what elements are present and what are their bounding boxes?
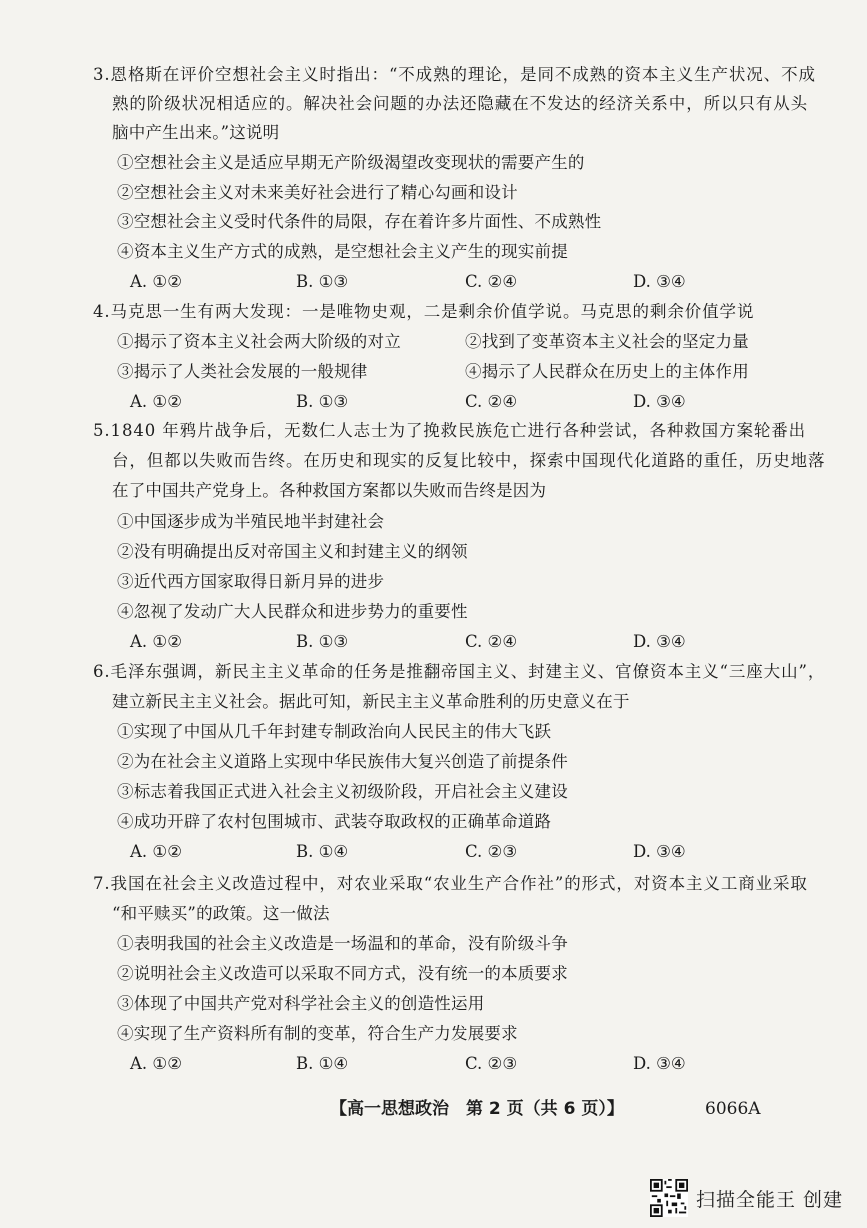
question-5-stem-line-3: 在了中国共产党身上。各种救国方案都以失败而告终是因为	[112, 481, 547, 500]
question-7-option-a: A. ①②	[130, 1054, 182, 1073]
question-3-option-b: B. ①③	[296, 272, 349, 291]
question-7-statement-2: ②说明社会主义改造可以采取不同方式，没有统一的本质要求	[117, 964, 568, 983]
question-3-stem-line-3: 脑中产生出来。”这说明	[112, 123, 280, 142]
question-5-statement-1: ①中国逐步成为半殖民地半封建社会	[117, 512, 385, 531]
question-4-option-d: D. ③④	[633, 392, 686, 411]
question-6-option-d: D. ③④	[633, 842, 686, 861]
question-7-stem-line-1: 7.我国在社会主义改造过程中，对农业采取“农业生产合作社”的形式，对资本主义工商业采取	[93, 874, 808, 893]
question-4-stem-line-1: 4.马克思一生有两大发现：一是唯物史观，二是剩余价值学说。马克思的剩余价值学说	[93, 302, 755, 321]
question-3-option-d: D. ③④	[633, 272, 686, 291]
question-7-option-b: B. ①④	[296, 1054, 349, 1073]
question-7-option-c: C. ②③	[465, 1054, 518, 1073]
question-7-option-d: D. ③④	[633, 1054, 686, 1073]
question-5-statement-3: ③近代西方国家取得日新月异的进步	[117, 572, 385, 591]
exam-code: 6066A	[705, 1099, 761, 1119]
question-5-stem-line-2: 台，但都以失败而告终。在历史和现实的反复比较中，探索中国现代化道路的重任，历史地落	[112, 451, 826, 470]
question-3-statement-1: ①空想社会主义是适应早期无产阶级渴望改变现状的需要产生的	[117, 153, 585, 172]
scanner-brand-text: 扫描全能王 创建	[696, 1188, 844, 1211]
question-5-option-a: A. ①②	[130, 632, 182, 651]
question-6-statement-3: ③标志着我国正式进入社会主义初级阶段，开启社会主义建设	[117, 782, 568, 801]
question-4-statement-2: ②找到了变革资本主义社会的坚定力量	[465, 332, 749, 351]
question-6-option-b: B. ①④	[296, 842, 349, 861]
question-5-statement-4: ④忽视了发动广大人民群众和进步势力的重要性	[117, 602, 468, 621]
qr-code-icon	[650, 1179, 688, 1217]
question-4-statement-4: ④揭示了人民群众在历史上的主体作用	[465, 362, 749, 381]
question-4-option-b: B. ①③	[296, 392, 349, 411]
question-6-option-a: A. ①②	[130, 842, 182, 861]
question-5-option-d: D. ③④	[633, 632, 686, 651]
question-5-stem-line-1: 5.1840 年鸦片战争后，无数仁人志士为了挽救民族危亡进行各种尝试，各种救国方案轮番出	[93, 421, 807, 440]
question-6-stem-line-1: 6.毛泽东强调，新民主主义革命的任务是推翻帝国主义、封建主义、官僚资本主义“三座大山”，	[93, 662, 826, 681]
question-6-stem-line-2: 建立新民主主义社会。据此可知，新民主主义革命胜利的历史意义在于	[112, 692, 630, 711]
question-3-statement-3: ③空想社会主义受时代条件的局限，存在着许多片面性、不成熟性	[117, 212, 602, 231]
question-7-statement-1: ①表明我国的社会主义改造是一场温和的革命，没有阶级斗争	[117, 934, 568, 953]
question-3-statement-4: ④资本主义生产方式的成熟，是空想社会主义产生的现实前提	[117, 242, 568, 261]
scanner-watermark	[650, 1177, 843, 1219]
question-3-option-c: C. ②④	[465, 272, 518, 291]
question-3-stem-line-1: 3.恩格斯在评价空想社会主义时指出：“不成熟的理论，是同不成熟的资本主义生产状况、不成	[93, 65, 816, 84]
question-7-statement-3: ③体现了中国共产党对科学社会主义的创造性运用	[117, 994, 485, 1013]
question-3-stem-line-2: 熟的阶级状况相适应的。解决社会问题的办法还隐藏在不发达的经济关系中，所以只有从头	[112, 94, 808, 113]
question-4-option-a: A. ①②	[130, 392, 182, 411]
question-3-option-a: A. ①②	[130, 272, 182, 291]
question-3-statement-2: ②空想社会主义对未来美好社会进行了精心勾画和设计	[117, 183, 518, 202]
page-footer	[0, 1097, 867, 1121]
question-6-statement-4: ④成功开辟了农村包围城市、武装夺取政权的正确革命道路	[117, 812, 552, 831]
question-6-option-c: C. ②③	[465, 842, 518, 861]
question-5-option-b: B. ①③	[296, 632, 349, 651]
question-7-stem-line-2: “和平赎买”的政策。这一做法	[112, 904, 330, 923]
question-5-option-c: C. ②④	[465, 632, 518, 651]
question-6-statement-2: ②为在社会主义道路上实现中华民族伟大复兴创造了前提条件	[117, 752, 568, 771]
question-4-statement-1: ①揭示了资本主义社会两大阶级的对立	[117, 332, 401, 351]
question-4-statement-3: ③揭示了人类社会发展的一般规律	[117, 362, 368, 381]
page-number-label: 【高一思想政治 第 2 页（共 6 页）】	[330, 1099, 624, 1119]
question-7-statement-4: ④实现了生产资料所有制的变革，符合生产力发展要求	[117, 1024, 518, 1043]
question-5-statement-2: ②没有明确提出反对帝国主义和封建主义的纲领	[117, 542, 468, 561]
question-4-option-c: C. ②④	[465, 392, 518, 411]
question-6-statement-1: ①实现了中国从几千年封建专制政治向人民民主的伟大飞跃	[117, 722, 552, 741]
